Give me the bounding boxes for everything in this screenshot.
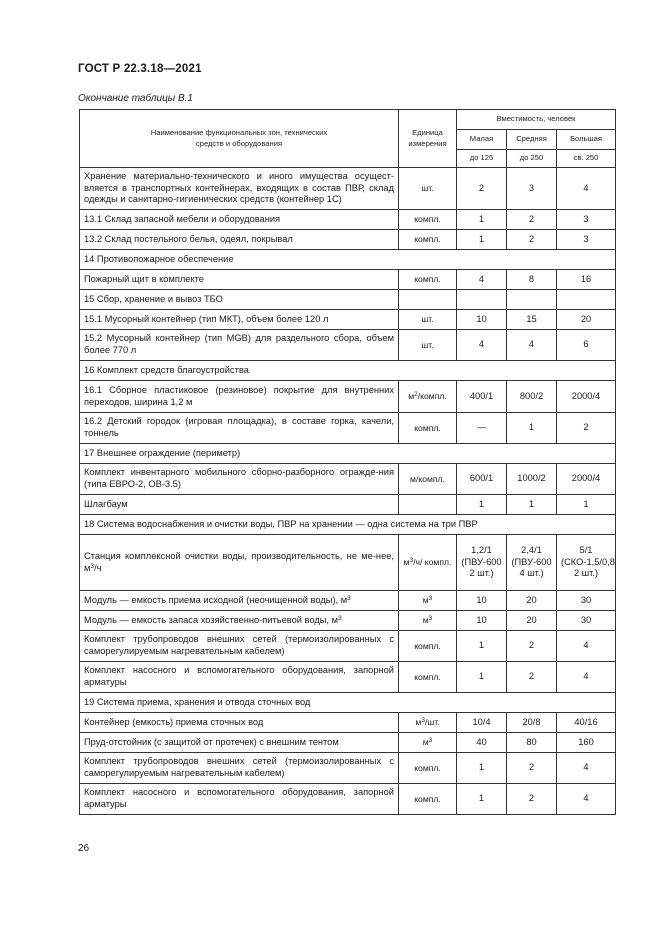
cell-unit-superscript: 3 — [428, 615, 433, 623]
table-row — [80, 413, 616, 444]
cell-unit-text: м — [415, 717, 422, 728]
cell-name-superscript: 3 — [347, 594, 351, 602]
cell-small: 10 — [457, 591, 507, 611]
cell-name-text: Модуль — емкость запаса хозяйственно-питьевой воды, м — [84, 614, 338, 625]
cell-medium: 2 — [507, 662, 557, 693]
cell-unit — [399, 713, 457, 733]
table-row — [80, 662, 616, 693]
cell-name-text: Модуль — емкость приема исходной (неочищенной воды), м — [84, 594, 348, 605]
cell-large: 3 — [557, 230, 616, 250]
cell-large: 3 — [557, 210, 616, 230]
cell-small: 2 — [457, 168, 507, 210]
cell-name: Контейнер (емкость) приема сточных вод — [80, 713, 399, 733]
cell-medium: 1000/2 — [507, 464, 557, 495]
cell-name: 16.1 Сборное пластиковое (резиновое) покрытие для внутренних переходов, ширина 1,2 м — [80, 381, 399, 413]
cell-name: Шлагбаум — [80, 495, 399, 515]
cell-small: 40 — [457, 733, 507, 753]
cell-unit-text: м — [422, 737, 429, 748]
cell-name: Пожарный щит в комплекте — [80, 270, 399, 290]
section-heading: 14 Противопожарное обеспечение — [80, 250, 616, 270]
cell-small: 1 — [457, 784, 507, 815]
cell-unit — [399, 535, 457, 591]
table-row — [80, 591, 616, 611]
cell-small: — — [457, 413, 507, 444]
cell-unit — [399, 733, 457, 753]
table-row — [80, 330, 616, 361]
cell-large: 30 — [557, 611, 616, 631]
table-row — [80, 230, 616, 250]
cell-medium: 2 — [507, 210, 557, 230]
table-row — [80, 464, 616, 495]
section-heading: 19 Система приема, хранения и отвода сточных вод — [80, 693, 616, 713]
cell-name-superscript: 3 — [337, 614, 342, 622]
table-caption: Окончание таблицы В.1 — [78, 93, 193, 104]
cell-unit: шт. — [399, 330, 457, 361]
cell-large: 2 — [557, 413, 616, 444]
section-row — [80, 515, 616, 535]
cell-name: Комплект трубопроводов внешних сетей (термоизолированных с саморегулируемым нагревательным кабелем) — [80, 631, 399, 662]
cell-unit-text: м — [422, 615, 429, 626]
cell-unit: компл. — [399, 230, 457, 250]
cell-small: 1,2/1 (ПВУ-600 2 шт.) — [457, 535, 507, 591]
cell-medium: 2 — [507, 230, 557, 250]
cell-medium: 2 — [507, 631, 557, 662]
table-row — [80, 733, 616, 753]
cell-name — [80, 611, 399, 631]
cell-unit: компл. — [399, 631, 457, 662]
table-row — [80, 381, 616, 413]
cell-unit: шт. — [399, 310, 457, 330]
cell-unit-superscript: 3 — [428, 595, 433, 603]
cell-name: Комплект инвентарного мобильного сборно-разборного огражде-ния (типа ЕВРО-2, ОВ-3.5) — [80, 464, 399, 495]
header-range-small: до 125 — [457, 150, 507, 168]
cell-medium: 8 — [507, 270, 557, 290]
table-body — [80, 168, 616, 815]
cell-medium: 2,4/1 (ПВУ-600 4 шт.) — [507, 535, 557, 591]
cell-unit-text: м — [408, 391, 415, 402]
cell-small: 10 — [457, 310, 507, 330]
cell-unit — [399, 381, 457, 413]
cell-unit: компл. — [399, 210, 457, 230]
cell-unit: компл. — [399, 270, 457, 290]
cell-medium: 1 — [507, 413, 557, 444]
cell-large: 2000/4 — [557, 381, 616, 413]
table-row — [80, 290, 616, 310]
cell-unit-superscript: 3 — [428, 737, 433, 745]
cell-large: 4 — [557, 168, 616, 210]
cell-medium: 800/2 — [507, 381, 557, 413]
cell-medium: 2 — [507, 784, 557, 815]
cell-large: 16 — [557, 270, 616, 290]
cell-large: 2000/4 — [557, 464, 616, 495]
header-range-medium: до 250 — [507, 150, 557, 168]
cell-small: 400/1 — [457, 381, 507, 413]
table-row — [80, 713, 616, 733]
section-heading: 18 Система водоснабжения и очистки воды, ПВР на хранении — одна система на три ПВР — [80, 515, 616, 535]
cell-unit — [399, 495, 457, 515]
section-row — [80, 444, 616, 464]
cell-small: 4 — [457, 330, 507, 361]
cell-small: 1 — [457, 210, 507, 230]
cell-small: 10 — [457, 611, 507, 631]
table-row — [80, 310, 616, 330]
cell-small: 1 — [457, 753, 507, 784]
table-row — [80, 784, 616, 815]
section-heading: 16 Комплект средств благоустройства — [80, 361, 616, 381]
cell-name: 13.2 Склад постельного белья, одеял, покрывал — [80, 230, 399, 250]
cell-large: 6 — [557, 330, 616, 361]
cell-small: 600/1 — [457, 464, 507, 495]
cell-unit-superscript: 2 — [414, 391, 418, 399]
cell-medium: 1 — [507, 495, 557, 515]
cell-large: 4 — [557, 753, 616, 784]
cell-unit — [399, 611, 457, 631]
cell-name: Комплект трубопроводов внешних сетей (термоизолированных с саморегулируемым нагревательным кабелем) — [80, 753, 399, 784]
cell-unit: компл. — [399, 753, 457, 784]
cell-unit: компл. — [399, 784, 457, 815]
cell-name-text: Станция комплексной очистки воды, производительность, не ме-нее, м — [84, 550, 394, 573]
cell-small: 4 — [457, 270, 507, 290]
cell-unit — [399, 290, 457, 310]
cell-medium: 15 — [507, 310, 557, 330]
cell-small: 1 — [457, 631, 507, 662]
header-size-medium: Средняя — [507, 130, 557, 150]
header-unit: Единица измерения — [399, 110, 457, 168]
cell-medium — [507, 290, 557, 310]
cell-unit-suffix: /компл. — [417, 391, 447, 402]
table-row — [80, 210, 616, 230]
cell-name: 15.1 Мусорный контейнер (тип МКТ), объем более 120 л — [80, 310, 399, 330]
cell-large: 20 — [557, 310, 616, 330]
cell-name: 15.2 Мусорный контейнер (тип MGB) для раздельного сбора, объем более 770 л — [80, 330, 399, 361]
page-number: 26 — [78, 843, 90, 854]
cell-large: 5/1 (СКО-1,5/0,8 2 шт.) — [557, 535, 616, 591]
cell-name — [80, 535, 399, 591]
cell-medium: 20 — [507, 611, 557, 631]
header-size-small: Малая — [457, 130, 507, 150]
cell-unit: компл. — [399, 662, 457, 693]
cell-name: Комплект насосного и вспомогательного оборудования, запорной арматуры — [80, 784, 399, 815]
cell-small: 10/4 — [457, 713, 507, 733]
cell-small: 1 — [457, 230, 507, 250]
section-heading: 17 Внешнее ограждение (периметр) — [80, 444, 616, 464]
cell-medium: 20 — [507, 591, 557, 611]
cell-unit: м/компл. — [399, 464, 457, 495]
table-row — [80, 631, 616, 662]
cell-name: 16.2 Детский городок (игровая площадка), в составе горка, качели, тоннель — [80, 413, 399, 444]
cell-unit: компл. — [399, 413, 457, 444]
cell-medium: 4 — [507, 330, 557, 361]
cell-unit-text: м — [422, 595, 429, 606]
document-standard-header: ГОСТ Р 22.3.18—2021 — [78, 63, 202, 75]
cell-name: Комплект насосного и вспомогательного оборудования, запорной арматуры — [80, 662, 399, 693]
section-row — [80, 361, 616, 381]
cell-unit-suffix: /ч/ компл. — [413, 557, 452, 568]
cell-medium: 2 — [507, 753, 557, 784]
table-row — [80, 168, 616, 210]
cell-large: 160 — [557, 733, 616, 753]
cell-small: 1 — [457, 495, 507, 515]
cell-name: Хранение материально-технического и иного имущества осущест-вляется в транспортных контейнерах, входящих в состав ПВР, склад одежды и санитарно-гигиенических средств (контейнер 1С) — [80, 168, 399, 210]
cell-small: 1 — [457, 662, 507, 693]
cell-small — [457, 290, 507, 310]
cell-medium: 3 — [507, 168, 557, 210]
data-table — [79, 109, 616, 815]
cell-large: 30 — [557, 591, 616, 611]
cell-name: 13.1 Склад запасной мебели и оборудования — [80, 210, 399, 230]
section-row — [80, 693, 616, 713]
table-header — [80, 110, 616, 168]
cell-name — [80, 591, 399, 611]
table-row — [80, 753, 616, 784]
header-size-large: Большая — [557, 130, 616, 150]
cell-unit-superscript: 3 — [421, 717, 425, 725]
cell-name: Пруд-отстойник (с защитой от протечек) с внешним тентом — [80, 733, 399, 753]
cell-name-suffix: /ч — [94, 562, 102, 573]
section-row — [80, 250, 616, 270]
cell-unit-superscript: 3 — [409, 557, 414, 565]
cell-large — [557, 290, 616, 310]
header-capacity: Вместимость, человек — [457, 110, 616, 130]
cell-unit-suffix: /шт. — [424, 717, 440, 728]
header-range-large: св. 250 — [557, 150, 616, 168]
cell-name-superscript: 3 — [90, 562, 95, 570]
header-name: Наименование функциональных зон, технических средств и оборудования — [80, 110, 399, 168]
table-row — [80, 270, 616, 290]
cell-large: 1 — [557, 495, 616, 515]
table-row — [80, 495, 616, 515]
cell-unit — [399, 591, 457, 611]
table-row — [80, 535, 616, 591]
cell-large: 40/16 — [557, 713, 616, 733]
cell-unit-text: м — [403, 557, 410, 568]
cell-medium: 20/8 — [507, 713, 557, 733]
cell-large: 4 — [557, 662, 616, 693]
cell-unit: шт. — [399, 168, 457, 210]
cell-name: 15 Сбор, хранение и вывоз ТБО — [80, 290, 399, 310]
table-row — [80, 611, 616, 631]
cell-large: 4 — [557, 784, 616, 815]
cell-large: 4 — [557, 631, 616, 662]
cell-medium: 80 — [507, 733, 557, 753]
